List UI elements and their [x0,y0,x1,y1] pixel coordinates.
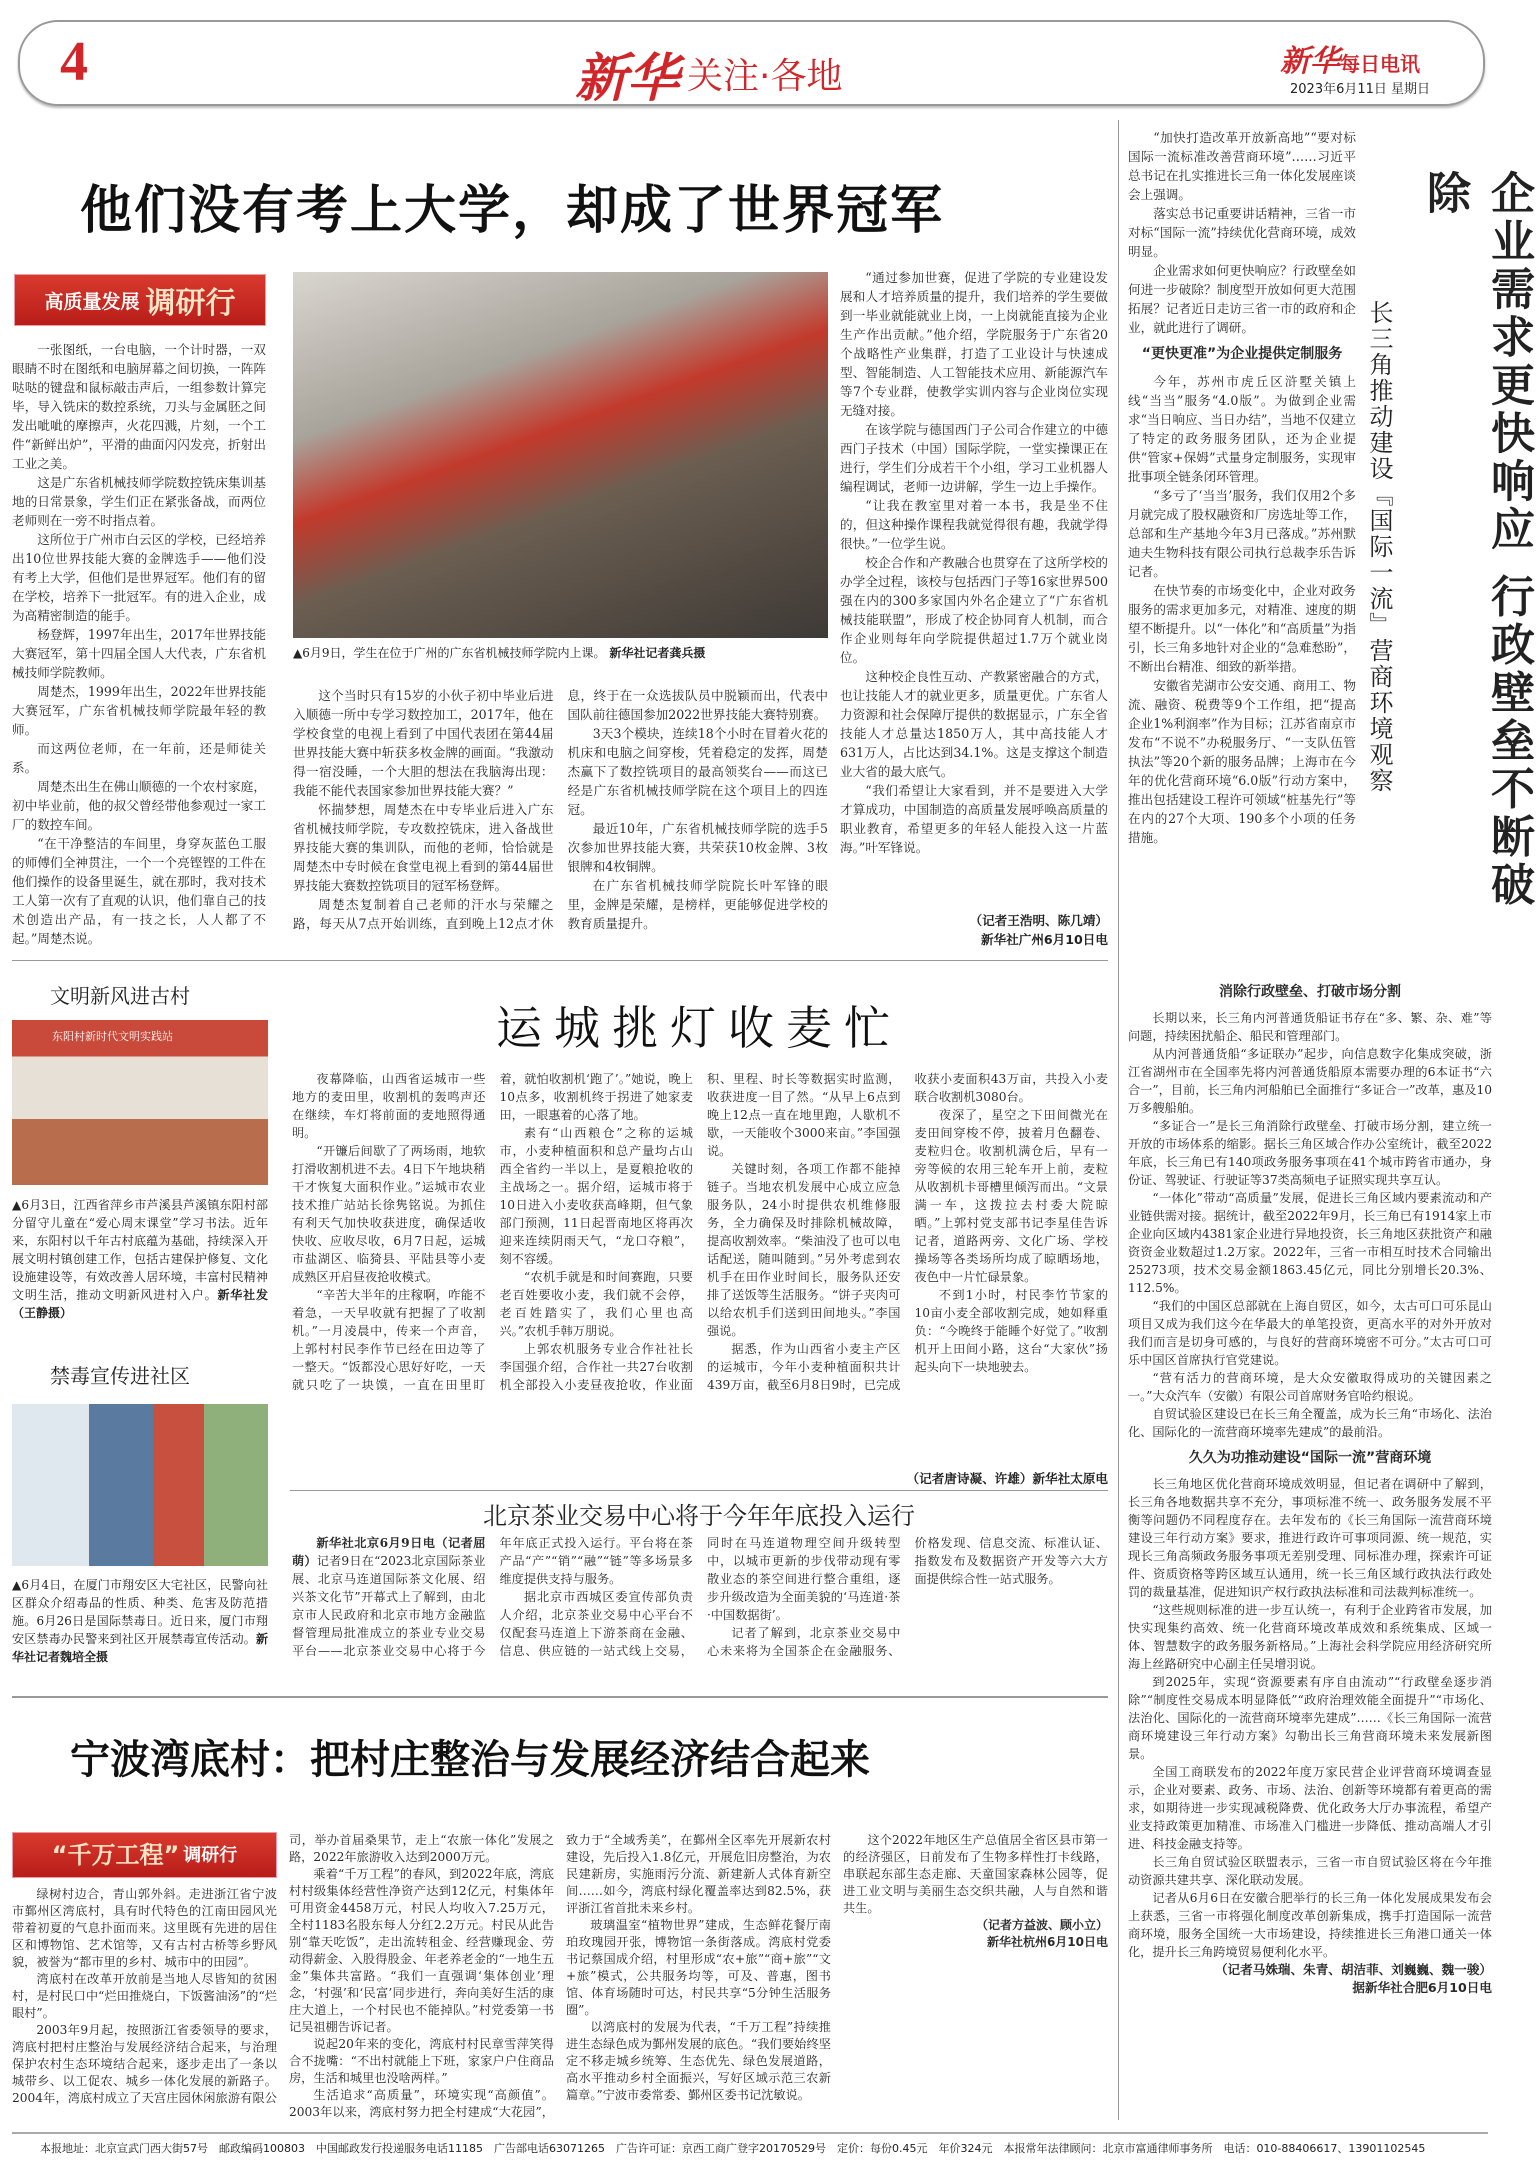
section-heading: “更快更准”为企业提供定制服务 [1141,346,1343,362]
paragraph: 企业需求如何更快响应？行政壁垒如何进一步破除？制度型开放如何更大范围拓展？记者近日走访三省一市的政府和企业，就此进行了调研。 [1128,263,1356,335]
article1-byline [840,910,1108,948]
paragraph: “多亏了‘当当’服务，我们仅用2个多月就完成了股权融资和厂房选址等工作，总部和生产基地今年3月已落成。”苏州默迪夫生物科技有限公司执行总裁李乐告诉记者。 [1128,488,1356,579]
paragraph: 校企合作和产教融合也贯穿在了这所学校的办学全过程，该校与包括西门子等16家世界500强在内的300多家国内外名企建立了“广东省机械技能联盟”，形成了校企协同育人机制，而合作企业则每年向学院提供超过1.7万个就业岗位。 [840,555,1108,665]
sidebar2-caption [12,1576,268,1666]
paragraph: 周楚杰出生在佛山顺德的一个农村家庭，初中毕业前，他的叔父曾经带他参观过一家工厂的数控车间。 [12,779,266,832]
paragraph: 说起20年来的变化，湾底村村民章雪萍笑得合不拢嘴：“不出村就能上下班，家家户户住商品房，生活和城里也没啥两样。” [289,2037,554,2085]
paragraph: “一体化”带动“高质量”发展，促进长三角区域内要素流动和产业链供需对接。据统计，截至2022年9月，长三角已有1914家上市企业向区域内4381家企业进行异地投资，长三角地区获批资产和融资资金业数超过1.2万家。2022年，三省一市相互时技术合同输出25273项，技术交易金额1863.45亿元，同比分别增长20.3%、112.5%。 [1128,1191,1492,1295]
paragraph: 记者9日在“2023北京国际茶业展、北京马连道国际茶文化展、绍兴茶文化节”开幕式上了解到，由北京市人民政府和北京市地方金融监督管理局批准成立的茶业专业交易平台——北京茶业交易中心将于今年年底正式投入运行。平台将在茶产品“产”“销”“融”“链”等多场景多维度提供支持与服务。 [292,1536,693,1658]
paragraph: 长期以来，长三角内河普通货船证书存在“多、繁、杂、难”等问题，持续困扰船企、船民和管理部门。 [1128,1011,1492,1043]
paragraph: 周楚杰，1999年出生，2022年世界技能大赛冠军，广东省机械技师学院最年轻的教师。 [12,684,266,737]
badge-accent: “千万工程” [51,1840,180,1869]
paragraph: 自贸试验区建设已在长三角全覆盖，成为长三角“市场化、法治化、国际化的一流营商环境率先建成”的最前沿。 [1128,1407,1492,1439]
village-photo [12,1020,268,1185]
paragraph: 夜深了，星空之下田间微光在麦田间穿梭不停，披着月色翻卷、麦粒归仓。收割机满仓后，早有一旁等候的农用三轮车开上前，麦粒从收割机卡哥槽里倾泻而出。“文景满一车，这拨拉去村委大院晾晒。”上郭村党支部书记李星佳告诉记者，道路两旁、文化广场、学校操场等各类场所均成了晾晒场地，夜色中一片忙碌景象。 [914,1108,1108,1284]
paragraph: “辛苦大半年的庄稼啊，咋能不着急，一天早收就有把握了了收割机。”一月凌晨中，传来一个声音，上郭村村民李作节已经在田边等了一整天。“饭都没心思好好吃，一天就只吃了一块馍，一直在田里盯着，就怕收割机‘跑了’。”她说，晚上10点多，收割机终于拐进了她家麦田，一眼惠着的心落了地。 [292,1072,693,1392]
paragraph: 记者了解到，北京茶业交易中心未来将为全国茶企在金融服务、价格发现、信息交流、标准认证、指数发布及数据资产开发等六大方面提供综合性一站式服务。 [707,1536,1108,1658]
caption-text: ▲6月9日，学生在位于广州的广东省机械技师学院内上课。 [293,646,606,660]
paragraph: 以湾底村的发展为代表，“千万工程”持续推进生态绿色成为鄞州发展的底色。“我们要始终坚定不移走城乡统筹、生态优先、绿色发展道路，高水平推动乡村全面振兴，写好区域示范三农新篇章。”宁波市委常委、鄞州区委书记沈敏说。 [566,2020,831,2102]
sidebar1-title: 文明新风进古村 [50,984,190,1008]
workshop-photo [293,272,828,638]
article4-body [12,1832,1108,2126]
photo-sign-text: 东阳村新时代文明实践站 [52,1030,173,1043]
paragraph: 安徽省芜湖市公安交通、商用工、物流、融资、税费等9个工作组，把“提高企业1%利润率”作为目标；江苏省南京市发布“不说不”办税服务厅、“一支队伍管执法”等20个新的服务品牌；上海市在今年的优化营商环境“6.0版”行动方案中，推出包括建设工程许可领域“桩基先行”等在内的27个大项、190多个小项的任务措施。 [1128,678,1356,845]
photo-credit: 新华社记者魏培全摄 [12,1632,268,1664]
paragraph: “农机手就是和时间赛跑，只要老百姓要收小麦，我们就不会停，老百姓踏实了，我们心里也高兴。”农机手韩万朋说。 [499,1270,693,1338]
article1-col3 [840,268,1108,908]
paragraph: 最近10年，广东省机械技师学院的选手5次参加世界技能大赛，共荣获10枚金牌、3枚银牌和4枚铜牌。 [567,821,828,874]
paragraph: 据北京市西城区委宣传部负责人介绍，北京茶业交易中心平台不仅配套马连道上下游茶商在金融、信息、供应链的一站式线上交易，同时在马连道物理空间升级转型中，以城市更新的步伐带动现有零散业态的茶空间进行整合重组，逐步升级改造为全面美貌的‘马连道·茶·中国数据街’。 [499,1536,901,1658]
badge-accent: 调研行 [145,286,236,321]
paragraph: “我们的中国区总部就在上海自贸区，如今，太古可口可乐昆山项目又成为我们这今在华最大的单笔投资，更高水平的对外开放对我们而言是切身可感的，与良好的营商环境密不可分。”太古可口可乐中国区首席执行官党建说。 [1128,1299,1492,1367]
paragraph: 杨登辉，1997年出生，2017年世界技能大赛冠军，第十四届全国人大代表，广东省机械技师学院教师。 [12,627,266,680]
footer-info: 本报地址：北京宣武门西大街57号 邮政编码100803 中国邮政发行投递服务电话11185 广告部电话63071265 广告许可证：京西工商广登字20170529号 定价：每份0.45元 年价324元 本报常年法律顾问：北京市富通律师事务所 电话：010-88406617、13901102545 [40,2142,1426,2155]
dateline: 据新华社合肥6月10日电 [1352,1980,1492,1995]
paragraph: 在该学院与德国西门子公司合作建立的中德西门子技术（中国）国际学院，一堂实操课正在进行，学生们分成若干个小组，学习工业机器人编程调试，老师一边讲解，学生一边上手操作。 [840,422,1108,494]
paragraph: “加快打造改革开放新高地”“要对标国际一流标准改善营商环境”……习近平总书记在扎实推进长三角一体化发展座谈会上强调。 [1128,130,1356,202]
paragraph: “营有活力的营商环境，是大众安徽取得成功的关键因素之一。”大众汽车（安徽）有限公司首席财务官哈约根说。 [1128,1371,1492,1403]
paragraph: “开镰后间歇了了两场雨，地软打滑收割机进不去。4日下午地块稍干才恢复大面积作业。”运城市农业技术推广站站长徐隽铭说。为抓住有利天气加快收获进度，确保适收快收、应收尽收，6月7日起，运城市盐湖区、临猗县、平陆县等小麦成熟区开启昼夜抢收模式。 [292,1144,486,1284]
article4-byline [843,1917,1108,1951]
paragraph: 这种校企良性互动、产教紧密融合的方式，也让技能人才的就业更多，质量更优。广东省人力资源和社会保障厅提供的数据显示，广东全省技能人才总量达1850万人，其中高技能人才631万人，占比达到34.1%。这是支撑这个制造业大省的最大底气。 [840,669,1108,779]
paragraph: 长三角地区优化营商环境成效明显，但记者在调研中了解到，长三角各地数据共享不充分，事项标准不统一、政务服务发展不平衡等问题仍不同程度存在。去年发布的《长三角国际一流营商环境建设三年行动方案》要求，推进行政许可事项同源、统一规范，实现长三角高频政务服务事项无差别受理、同标准办理，探索许可证件、资质资格等跨区域互认通用，统一长三角区域行政执法行政处罚的裁量基准，促进知识产权行政执法标准和司法裁判标准统一。 [1128,1477,1492,1599]
paragraph: “让我在教室里对着一本书，我是坐不住的，但这种操作课程我就觉得很有趣，我就学得很快。”一位学生说。 [840,498,1108,551]
paper-name [1280,36,1420,80]
badge-text: 高质量发展 [44,290,140,313]
article5-headline: 企业需求更快响应 行政壁垒不断破除 [1419,170,1534,910]
paragraph: 夜幕降临，山西省运城市一些地方的麦田里，收割机的轰鸣声还在继续，车灯将前面的麦地照得通明。 [292,1072,486,1140]
paragraph: 到2025年，实现“资源要素有序自由流动”“行政壁垒逐步消除”“制度性交易成本明显降低”“政府治理效能全面提升”“市场化、法治化、国际化的一流营商环境率先建成”……《长三角国际一流营商环境建设三年行动方案》勾勒出长三角营商环境未来发展新图景。 [1128,1675,1492,1761]
article3-headline: 北京茶业交易中心将于今年年底投入运行 [483,1502,915,1530]
caption-text: ▲6月4日，在厦门市翔安区大宅社区，民警向社区群众介绍毒品的性质、种类、危害及防范措施。6月26日是国际禁毒日。近日来，厦门市翔安区禁毒办民警来到社区开展禁毒宣传活动。 [12,1578,268,1646]
article2-body [292,1070,1108,1465]
paragraph: 而这两位老师，在一年前，还是师徒关系。 [12,741,266,775]
section-name: 关注·各地 [687,56,843,97]
article1-headline: 他们没有考上大学，却成了世界冠军 [80,181,945,241]
paragraph: 周楚杰复制着自己老师的汗水与荣耀之路，每天从7点开始训练，直到晚上12点才休息，终于在一众选拔队员中脱颖而出，代表中国队前往德国参加2022世界技能大赛特别赛。 [293,688,828,931]
paragraph: “我们希望让大家看到，并不是要进入大学才算成功，中国制造的高质量发展呼唤高质量的职业教育，希望更多的年轻人能投入这一片蓝海。”叶军锋说。 [840,783,1108,855]
article2-byline [800,1468,1108,1487]
anti-drug-photo [12,1404,268,1566]
xinhua-logo: 新华 [575,51,680,108]
sidebar2-title: 禁毒宣传进社区 [50,1364,190,1388]
paragraph: 湾底村在改革开放前是当地人尽皆知的贫困村，是村民口中“烂田推烧白，下饭酱油汤”的“烂眼村”。 [12,1972,277,2020]
paragraph: 关键时刻，各项工作都不能掉链子。当地农机发展中心成立应急服务队，24小时提供农机维修服务，全力确保及时排除机械故障，提高收割效率。“柴油没了也可以电话配送，随叫随到。”另外考虑到农机手在田作业时间长，服务队还安排了送饭等生活服务。“饼子夹肉可以给农机手们送到田间地头。”李国强说。 [707,1162,901,1338]
divider [290,1490,1108,1491]
paragraph: 记者从6月6日在安徽合肥举行的长三角一体化发展成果发布会上获悉，三省一市将强化制度改革创新集成，携手打造国际一流营商环境，服务全国统一大市场建设，持续推进长三角港口通关一体化，提升长三角跨境贸易便利化水平。 [1128,1891,1492,1959]
paragraph: 这是广东省机械技师学院数控铣床集训基地的日常景象，学生们正在紧张备战，而两位老师则在一旁不时指点着。 [12,475,266,528]
column-divider [1118,120,1119,2120]
paragraph: 落实总书记重要讲话精神，三省一市对标“国际一流”持续优化营商环境，成效明显。 [1128,206,1356,259]
sidebar1-caption [12,1196,268,1322]
paragraph: 素有“山西粮仓”之称的运城市，小麦种植面积和总产量均占山西全省约一半以上，是夏粮抢收的主战场之一。据介绍，运城市将于10日进入小麦收获高峰期，但气象部门预测，11日起晋南地区将再次迎来连续阴雨天气，“龙口夺粮”，刻不容缓。 [499,1126,693,1266]
caption-text: ▲6月3日，江西省萍乡市芦溪县芦溪镇东阳村部分留守儿童在“爱心周末课堂”学习书法。近年来，东阳村以千年古村底蕴为基础，持续深入开展文明村镇创建工作，包括古建保护修复、文化设施建设等，有效改善人居环境，丰富村民精神文明生活，推动文明新风进村入户。 [12,1198,268,1302]
byline: （记者马姝瑞、朱青、胡洁菲、刘巍巍、魏一骏） [1214,1962,1492,1977]
paragraph: 这个2022年地区生产总值居全省区县市第一的经济强区，日前发布了生物多样性打卡线路，串联起东部生态走廊、天童国家森林公园等，促进工业文明与美丽生态交织共融，人与自然和谐共生。 [843,1833,1108,1915]
paragraph: “这些规则标准的进一步互认统一，有利于企业跨省市发展，加快实现集约高效、统一化营商环境改革成效和系统集成、区域一体、智慧数字的政务服务新格局。”上海社会科学院应用经济研究所海上丝路研究中心副主任吴增羽说。 [1128,1603,1492,1671]
paragraph: 这所位于广州市白云区的学校，已经培养出10位世界技能大赛的金牌选手——他们没有考上大学，但他们是世界冠军。他们有的留在学校，培养下一批冠军。有的进入企业，成为高精密制造的能手。 [12,532,266,623]
paragraph: 不到1小时，村民李竹节家的10亩小麦全部收割完成，她如释重负：“今晚终于能睡个好觉了。”收割机开上田间小路，这台“大家伙”扬起头向下一块地驶去。 [914,1288,1108,1374]
paragraph: 生活追求“高质量”，环境实现“高颜值”。2003年以来，湾底村努力把全村建成“大花园”，致力于“全域秀美”，在鄞州全区率先开展新农村建设，先后投入1.8亿元，开展危旧房整治，为农民建新房，实施雨污分流、新建新人式体育新空间……如今，湾底村绿化覆盖率达到82.5%，获评浙江省首批未来乡村。 [289,1833,831,2119]
paragraph: 上郭农机服务专业合作社社长李国强介绍，合作社一共27台收割机全部投入小麦昼夜抢收，作业面积、里程、时长等数据实时监测，收获进度一目了然。“从早上6点到晚上12点一直在地里跑，人歇机不歇，一天能收个3000来亩。”李国强说。 [499,1072,901,1392]
paragraph: 这个当时只有15岁的小伙子初中毕业后进入顺德一所中专学习数控加工，2017年，他在学校食堂的电视上看到了中国代表团在第44届世界技能大赛中斩获多枚金牌的画面。“我激动得一宿没睡，一个大胆的想法在我脑海出现：我能不能代表国家参加世界技能大赛？” [293,688,554,798]
paragraph: 3天3个模块，连续18个小时在冒着火花的机床和电脑之间穿梭，凭着稳定的发挥，周楚杰赢下了数控铣项目的最高领奖台——而这已经是广东省机械技师学院在这个项目上的四连冠。 [567,726,828,817]
paragraph: 在广东省机械技师学院院长叶军锋的眼里，金牌是荣耀，是榜样，更能够促进学校的教育质量提升。 [567,878,828,931]
photo-credit: 新华社记者龚兵摄 [609,646,706,660]
paragraph: 全国工商联发布的2022年度万家民营企业评营商环境调查显示，企业对要素、政务、市场、法治、创新等环境都有着更高的需求，如期待进一步实现减税降费、优化政务大厅办事流程，希望产业支持政策更加精准、市场准入门槛进一步降低、推动高端人才引进、科技金融支持等。 [1128,1765,1492,1851]
issue-date: 2023年6月11日 星期日 [1290,82,1431,97]
byline: （记者唐诗凝、许雄） [906,1471,1033,1486]
paragraph: 乘着“千万工程”的春风，到2022年底，湾底村村级集体经营性净资产达到12亿元，村集体年可用资金4458万元，村民人均收入7.25万元，全村1183名股东每人分红2.2万元。村民从此告别“靠天吃饭”，走出流转租金、经营赚现金、劳动得薪金、入股得股金、年老养老金的“一地生五金”集体共富路。“我们一直强调‘集体创业’理念，‘村强’和‘民富’同步进行，奔向美好生活的康庄大道上，一个村民也不能掉队。”村党委第一书记吴祖棚告诉记者。 [289,1867,554,2034]
dateline: 新华社太原电 [1032,1471,1108,1486]
page-number: 4 [60,31,88,93]
article4-headline: 宁波湾底村：把村庄整治与发展经济结合起来 [70,1737,870,1783]
section-heading: 消除行政壁垒、打破市场分割 [1219,984,1401,1000]
divider [12,960,1108,961]
paragraph: 从内河普通货船“多证联办”起步，向信息数字化集成突破，浙江省湖州市在全国率先将内河普通货船原本需要办理的6本证书“六合一”，目前，长三角内河船舶已全面推行“多证合一”改革，惠及10万多艘船舶。 [1128,1047,1492,1115]
column-badge [14,274,266,326]
paragraph: 今年，苏州市虎丘区浒墅关镇上线“当当”服务“4.0版”。为做到企业需求“当日响应、当日办结”，当地不仅建立了特定的政务服务团队，还为企业提供“管家+保姆”式量身定制服务，实现审批事项全链条闭环管理。 [1128,374,1356,484]
dateline: 新华社广州6月10日电 [980,932,1108,947]
article5-subheadline: 长三角推动建设『国际一流』营商环境观察 [1365,300,1393,794]
column-badge [12,1832,277,1878]
paragraph: “多证合一”是长三角消除行政壁垒、打破市场分割，建立统一开放的市场体系的缩影。据长三角区域合作办公室统计，截至2022年底，长三角已有140项政务服务事项在41个城市跨省市通办，身份证、驾驶证、行驶证等37类高频电子证照实现共享互认。 [1128,1119,1492,1187]
byline: （记者王浩明、陈几靖） [969,913,1108,928]
paragraph: “在干净整洁的车间里，身穿灰蓝色工服的师傅们全神贯注，一个一个亮铿铿的工件在他们操作的设备里诞生，就在那时，我对技术工人第一次有了直观的认识，他们靠自己的技术创造出产品，有一技之长，人人都了不起。”周楚杰说。 [12,836,266,946]
byline: （记者方益波、顾小立） [975,1918,1108,1932]
paragraph: 绿树村边合，青山郭外斜。走进浙江省宁波市鄞州区湾底村，具有时代特色的江南田园风光带着初夏的气息扑面而来。这里既有先进的居住区和博物馆、艺术馆等，又有古村古桥等乡野风貌，被誉为“都市里的乡村、城市中的田园”。 [12,1887,277,1969]
paragraph: 长三角自贸试验区联盟表示，三省一市自贸试验区将在今年推动资源共建共享、深化联动发展。 [1128,1855,1492,1887]
article3-body [292,1534,1108,1684]
lead: 新华社北京6月9日电（记者屈萌） [292,1536,486,1568]
paragraph: 在快节奏的市场变化中，企业对政务服务的需求更加多元，对精准、速度的期望不断提升。以“一体化”和“高质量”为指引，长三角多地针对企业的“急难愁盼”，不断出台精准、细致的新举措。 [1128,583,1356,674]
article5-bottom [1128,975,1492,2125]
article1-col2 [293,686,828,948]
article2-headline: 运城挑灯收麦忙 [496,1001,902,1055]
paper-title: 每日电讯 [1340,52,1420,76]
article5-top [1128,128,1356,968]
section-heading: 久久为功推动建设“国际一流”营商环境 [1188,1450,1432,1466]
paper-logo: 新华 [1280,45,1340,78]
paragraph: 玻璃温室“植物世界”建成，生态鲜花餐厅南珀玫瑰园开张，博物馆一条街落成。湾底村党委书记蔡国成介绍，村里形成“农+旅”“商+旅”“文+旅”模式，公共服务均等，可及、普惠，图书馆、体育场随时可达，村民共享“5分钟生活服务圈”。 [566,1918,831,2017]
article1-col1 [12,340,266,960]
paragraph: 怀揣梦想，周楚杰在中专毕业后进入广东省机械技师学院，专攻数控铣床，进入备战世界技能大赛的集训队，而他的老师，恰恰就是周楚杰中专时候在食堂电视上看到的第44届世界技能大赛数控铣项目的冠军杨登辉。 [293,802,554,893]
section-title [575,36,842,111]
paragraph: 一张图纸，一台电脑，一个计时器，一双眼睛不时在图纸和电脑屏幕之间切换，一阵阵哒哒的键盘和鼠标敲击声后，一组参数计算完毕，导入铣床的数控系统，刀头与金属胚之间发出呲呲的摩擦声，火花四溅，片刻，一个工件“新鲜出炉”，平滑的曲面闪闪发亮，折射出工业之美。 [12,342,266,471]
photo-caption [293,644,828,662]
dateline: 新华社杭州6月10日电 [986,1935,1108,1949]
paragraph: 据悉，作为山西省小麦主产区的运城市，今年小麦种植面积共计439万亩，截至6月8日9时，已完成收获小麦面积43万亩，共投入小麦联合收割机3080台。 [707,1072,1108,1392]
photo-credit: 新华社发（王静摄） [12,1288,268,1320]
paragraph: “通过参加世赛，促进了学院的专业建设发展和人才培养质量的提升，我们培养的学生要做到一毕业就能就业上岗，一上岗就能直接为企业生产作出贡献。”他介绍，学院服务于广东省20个战略性产业集群，打造了工业设计与快速成型、智能制造、人工智能技术应用、新能源汽车等7个专业群，使教学实训内容与企业岗位实现无缝对接。 [840,270,1108,418]
badge-text: 调研行 [183,1844,238,1866]
paragraph: 2003年9月起，按照浙江省委领导的要求，湾底村把村庄整治与发展经济结合起来，与治理保护农村生态环境结合起来，逐步走出了一条以城带乡、以工促农、城乡一体化发展的新路子。2004年，湾底村成立了天宫庄园休闲旅游有限公司，举办首届桑果节，走上“农旅一体化”发展之路，2022年旅游收入达到2000万元。 [12,1833,554,2105]
footer-divider [12,2132,1488,2134]
divider [12,1696,1108,1698]
